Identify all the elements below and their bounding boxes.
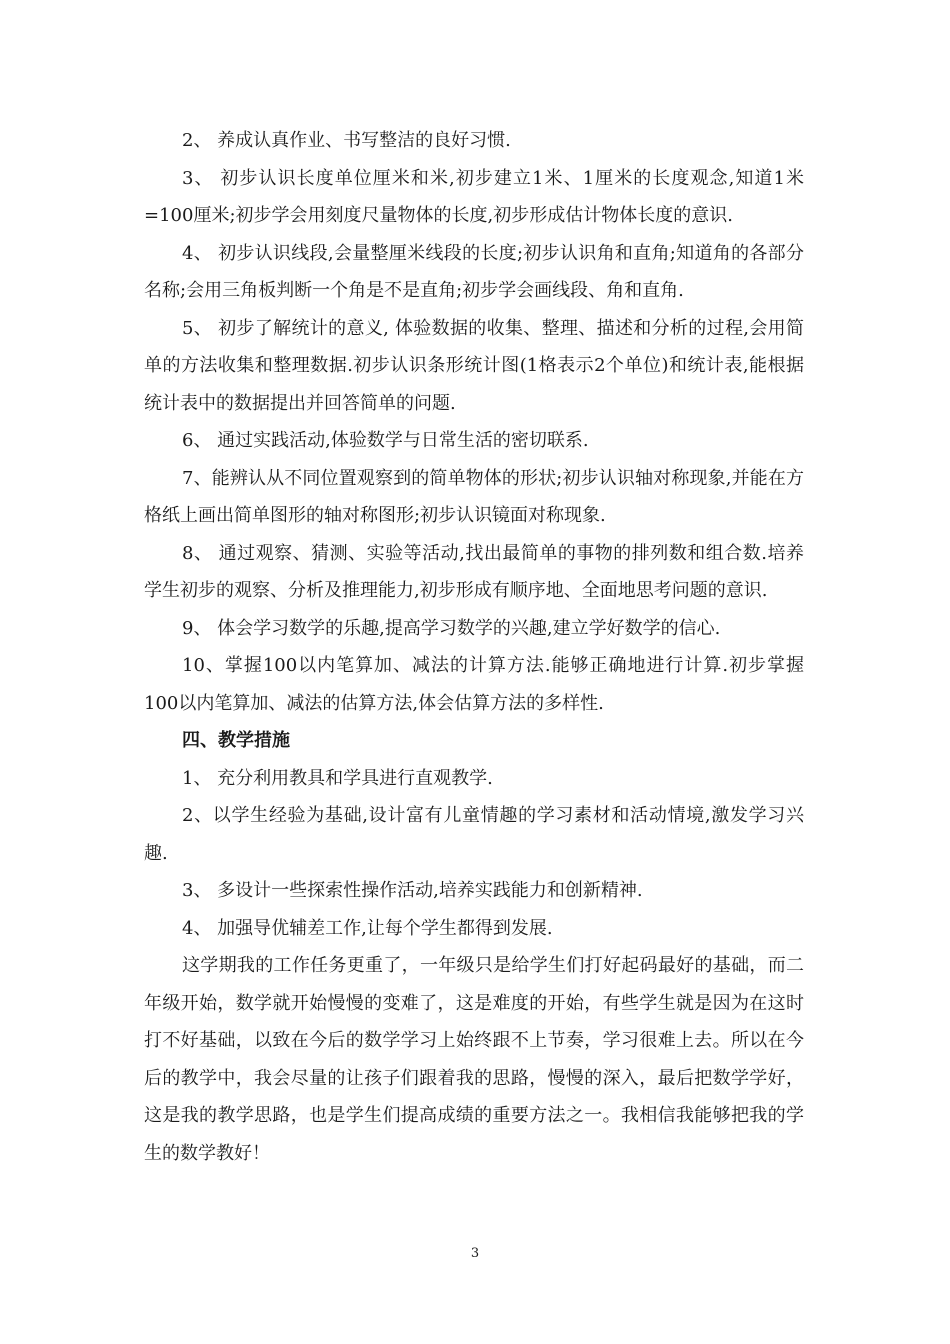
section-heading-teaching-measures: 四、教学措施: [182, 730, 290, 751]
objective-6: 6、 通过实践活动,体验数学与日常生活的密切联系.: [182, 430, 589, 451]
objective-4: 4、 初步认识线段,会量整厘米线段的长度;初步认识角和直角;知道角的各部分名称;会用三角板判断一个角是不是直角;初步学会画线段、角和直角.: [144, 242, 804, 301]
document-body: [144, 122, 804, 1172]
measure-4: 4、 加强导优辅差工作,让每个学生都得到发展.: [182, 917, 553, 939]
measure-1: 1、 充分利用教具和学具进行直观教学.: [182, 767, 493, 789]
measure-3: 3、 多设计一些探索性操作活动,培养实践能力和创新精神.: [182, 880, 643, 901]
closing-paragraph: 这学期我的工作任务更重了，一年级只是给学生们打好起码最好的基础，而二年级开始，数学就开始慢慢的变难了，这是难度的开始，有些学生就是因为在这时打不好基础，以致在今后的数学学习上始终跟不上节奏，学习很难上去。所以在今后的教学中，我会尽量的让孩子们跟着我的思路，慢慢的深入，最后把数学学好，这是我的教学思路，也是学生们提高成绩的重要方法之一。我相信我能够把我的学生的数学教好！: [144, 955, 804, 1164]
objective-5: 5、 初步了解统计的意义, 体验数据的收集、整理、描述和分析的过程,会用简单的方法收集和整理数据.初步认识条形统计图(1格表示2个单位)和统计表,能根据统计表中的数据提出并回答简单的问题.: [144, 317, 804, 414]
measure-2: 2、以学生经验为基础,设计富有儿童情趣的学习素材和活动情境,激发学习兴趣.: [144, 805, 804, 864]
objective-9: 9、 体会学习数学的乐趣,提高学习数学的兴趣,建立学好数学的信心.: [182, 617, 721, 639]
objective-10: 10、掌握100以内笔算加、减法的计算方法.能够正确地进行计算.初步掌握100以内笔算加、减法的估算方法,体会估算方法的多样性.: [144, 655, 804, 714]
objective-2: 2、 养成认真作业、书写整洁的良好习惯.: [182, 130, 511, 151]
objective-8: 8、 通过观察、猜测、实验等活动,找出最简单的事物的排列数和组合数.培养学生初步的观察、分析及推理能力,初步形成有顺序地、全面地思考问题的意识.: [144, 542, 804, 601]
page-number: 3: [470, 1246, 480, 1261]
objective-7: 7、能辨认从不同位置观察到的简单物体的形状;初步认识轴对称现象,并能在方格纸上画出简单图形的轴对称图形;初步认识镜面对称现象.: [144, 467, 804, 526]
objective-3: 3、 初步认识长度单位厘米和米,初步建立1米、1厘米的长度观念,知道1米=100厘米;初步学会用刻度尺量物体的长度,初步形成估计物体长度的意识.: [144, 167, 804, 226]
